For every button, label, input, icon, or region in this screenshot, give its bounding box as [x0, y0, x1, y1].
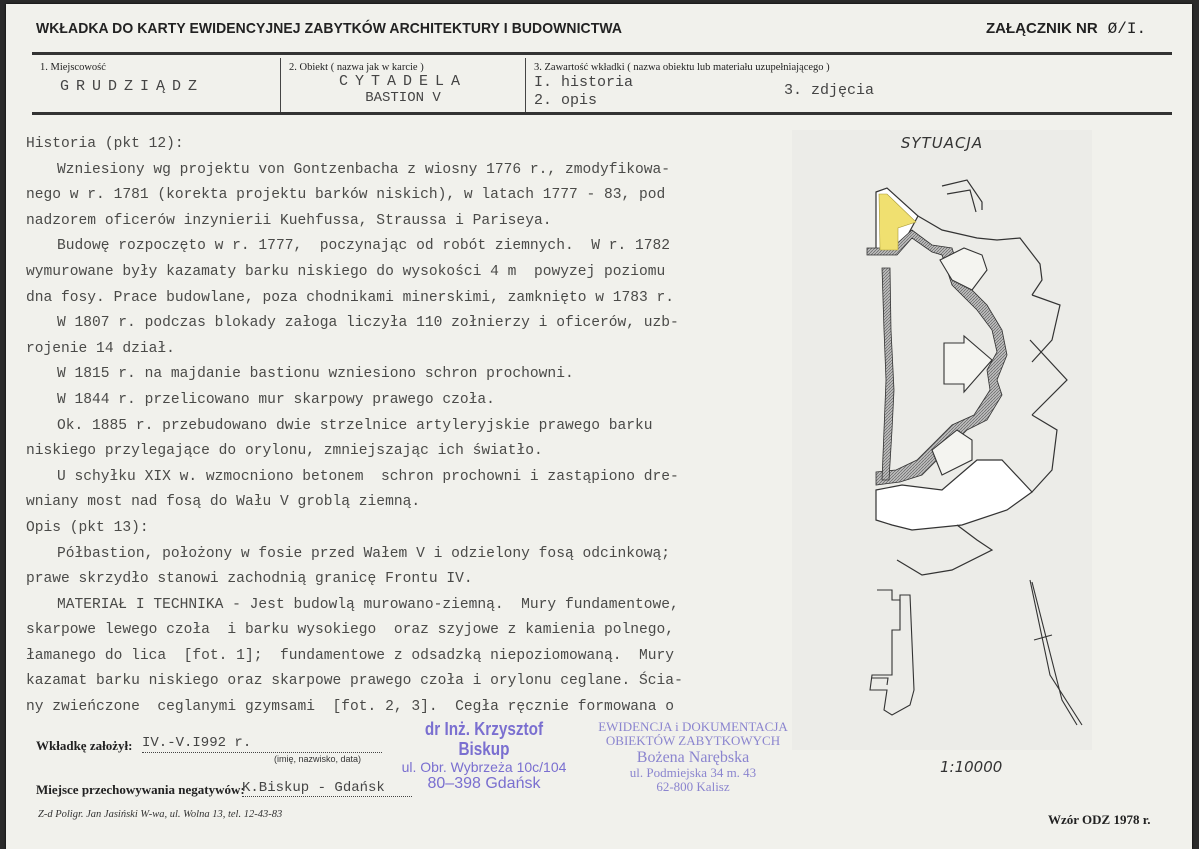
negatives-label: Miejsce przechowywania negatywów: [36, 782, 245, 797]
contents-item-1: I. historia [534, 74, 634, 91]
body-line: W 1844 r. przelicowano mur skarpowy prawego czoła. [57, 391, 495, 408]
contents-item-2: 2. opis [534, 92, 598, 109]
office-stamp-line-5: 62-800 Kalisz [656, 779, 730, 795]
fortification-plan-drawing [792, 130, 1092, 750]
document-page [6, 4, 1192, 849]
office-stamp-line-4: ul. Podmiejska 34 m. 43 [629, 765, 757, 781]
field-object-label: 2. Obiekt ( nazwa jak w karcie ) [289, 62, 424, 73]
annex-number [986, 20, 1146, 38]
body-line: MATERIAŁ I TECHNIKA - Jest budowlą murowano-ziemną. Mury fundamentowe, [57, 596, 679, 613]
body-line: kazamat barku niskiego oraz skarpowe prawego czoła i orylonu ceglane. Ścia- [26, 673, 683, 690]
body-line: Ok. 1885 r. przebudowano dwie strzelnice artyleryjskie prawego barku [57, 417, 653, 434]
annex-label: ZAŁĄCZNIK NR [986, 20, 1098, 37]
body-line: rojenie 14 dział. [26, 340, 175, 357]
header-fields [32, 58, 1172, 113]
field-locality [32, 58, 281, 113]
body-line: prawe skrzydło stanowi zachodnią granicę Frontu IV. [26, 571, 473, 588]
field-object-value-2: BASTION V [365, 90, 441, 106]
field-object-value-1: CYTADELA [338, 73, 467, 90]
field-locality-label: 1. Miejscowość [40, 62, 106, 73]
body-line: łamanego do lica [fot. 1]; fundamentowe z odsadzką niepoziomowaną. Mury [26, 647, 675, 664]
negatives-value: K.Biskup - Gdańsk [242, 780, 385, 796]
annex-value: Ø/I. [1107, 20, 1147, 38]
body-line: Opis (pkt 13): [26, 519, 149, 536]
printer-info: Z-d Poligr. Jan Jasiński W-wa, ul. Wolna 13, tel. 12-43-83 [38, 809, 283, 820]
body-line: Budowę rozpoczęto w r. 1777, poczynając od robót ziemnych. W r. 1782 [57, 238, 671, 255]
body-line: Historia (pkt 12): [26, 136, 184, 152]
field-contents [526, 58, 1172, 113]
plan-scale: 1:10000 [940, 758, 1003, 776]
body-line: niskiego przylegające do orylonu, zmniejszając ich światło. [26, 443, 543, 460]
contents-item-3: 3. zdjęcia [784, 82, 875, 99]
office-stamp [588, 720, 798, 795]
body-line: wniany most nad fosą do Wału V groblą ziemną. [26, 494, 421, 511]
body-line: skarpowe lewego czoła i barku wysokiego oraz szyjowe z kamienia polnego, [26, 622, 675, 639]
negatives-dotted-line [242, 796, 412, 797]
body-line: Półbastion, położony w fosie przed Wałem V i odzielony fosą odcinkową; [57, 545, 671, 562]
form-model: Wzór ODZ 1978 r. [1048, 812, 1151, 827]
created-label: Wkładkę założył: [36, 738, 133, 753]
body-line: dna fosy. Prace budowlane, poza chodnikami minerskimi, zamknięto w 1783 r. [26, 289, 675, 306]
field-contents-label: 3. Zawartość wkładki ( nazwa obiektu lub materiału uzupełniającego ) [534, 62, 830, 73]
body-line: wymurowane były kazamaty barku niskiego do wysokości 4 m powyzej poziomu [26, 263, 666, 280]
created-dotted-line [142, 752, 382, 753]
site-plan [792, 130, 1092, 776]
created-value: IV.-V.I992 r. [142, 735, 252, 751]
body-line: W 1807 r. podczas blokady załoga liczyła 110 zołnierzy i oficerów, uzb- [57, 315, 679, 332]
office-stamp-line-2: OBIEKTÓW ZABYTKOWYCH [605, 733, 781, 749]
office-stamp-line-3: Bożena Narębska [636, 748, 750, 766]
author-stamp-address: ul. Obr. Wybrzeża 10c/104 [401, 758, 567, 775]
body-line: ny zwieńczone ceglanymi gzymsami [fot. 2, 3]. Cegła ręcznie formowana o [26, 699, 675, 716]
plan-title: SYTUACJA [900, 134, 984, 152]
created-hint: (imię, nazwisko, data) [274, 754, 362, 764]
document-title: WKŁADKA DO KARTY EWIDENCYJNEJ ZABYTKÓW ARCHITEKTURY I BUDOWNICTWA [36, 20, 623, 37]
author-stamp-name: dr Inż. Krzysztof Biskup [424, 719, 544, 759]
body-line: W 1815 r. na majdanie bastionu wzniesiono schron prochowni. [57, 366, 574, 383]
author-stamp [384, 720, 584, 793]
body-line: U schyłku XIX w. wzmocniono betonem schron prochowni i zastąpiono dre- [57, 468, 679, 485]
body-text [26, 132, 786, 721]
field-object [281, 58, 526, 113]
author-stamp-city: 80–398 Gdańsk [427, 774, 541, 792]
body-line: Wzniesiony wg projektu von Gontzenbacha z wiosny 1776 r., zmodyfikowa- [57, 161, 671, 178]
body-line: nadzorem oficerów inzynierii Kuehfussa, Straussa i Pariseya. [26, 212, 552, 229]
divider-top [32, 52, 1172, 55]
body-line: nego w r. 1781 (korekta projektu barków niskich), w latach 1777 - 83, pod [26, 187, 666, 204]
divider-bottom [32, 112, 1172, 115]
office-stamp-line-1: EWIDENCJA i DOKUMENTACJA [598, 719, 788, 734]
field-locality-value: GRUDZIĄDZ [60, 78, 205, 95]
